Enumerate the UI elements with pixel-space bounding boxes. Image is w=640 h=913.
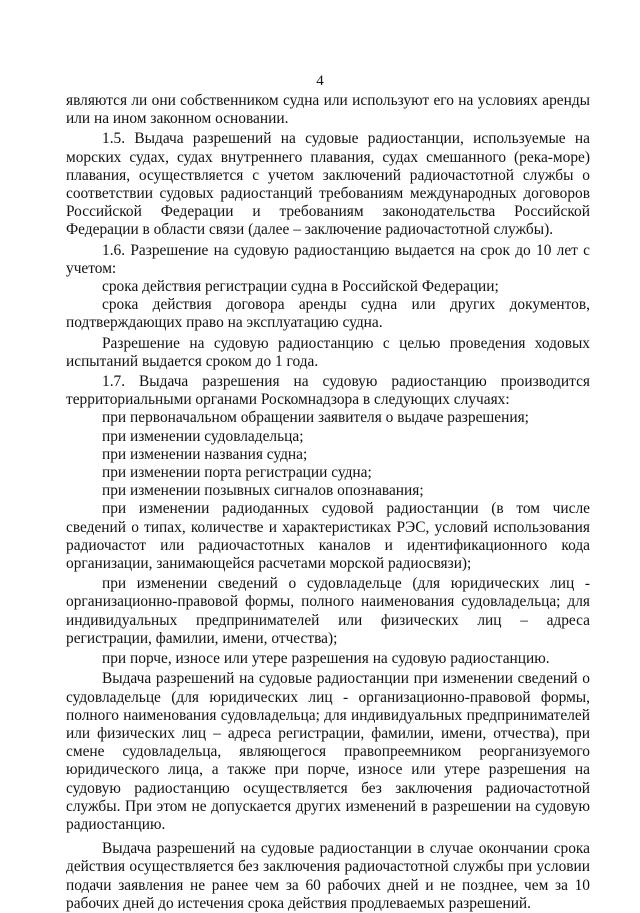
- paragraph-1-6: 1.6. Разрешение на судовую радиостанцию выдается на срок до 10 лет с учетом:: [66, 241, 590, 277]
- list-item-radio-data-change: при изменении радиоданных судовой радиостанции (в том числе сведений о типах, количестве и характеристиках РЭС, условий использования радиочастот или радиочастотных каналов и идентификационного кода организации, занимающейся расчетами морской радиосвязи);: [66, 500, 590, 573]
- paragraph-renewal: Выдача разрешений на судовые радиостанции в случае окончании срока действия осуществляется без заключения радиочастотной службы при условии подачи заявления не ранее чем за 60 рабочих дней и не позднее, чем за 10 рабочих дней до истечения срока действия продлеваемых разрешений.: [66, 840, 590, 912]
- list-item-registration-term: срока действия регистрации судна в Российской Федерации;: [102, 278, 499, 296]
- list-item-lease-term: срока действия договора аренды судна или других документов, подтверждающих право на эксплуатацию судна.: [66, 296, 590, 332]
- list-item-port-change: при изменении порта регистрации судна;: [102, 464, 372, 482]
- list-item-callsign-change: при изменении позывных сигналов опознавания;: [102, 482, 424, 500]
- document-body: [66, 92, 590, 913]
- list-item-damage-loss: при порче, износе или утере разрешения на судовую радиостанцию.: [102, 650, 550, 668]
- paragraph-1-5: 1.5. Выдача разрешений на судовые радиостанции, используемые на морских судах, судах внутреннего плавания, судах смешанного (река-море) плавания, осуществляется с учетом заключений радиочастотной службы о соответствии судовых радиостанций требованиям международных договоров Российской Федерации и требованиям законодательства Российской Федерации в области связи (далее – заключение радиочастотной службы).: [66, 130, 590, 239]
- paragraph-issuance-without-conclusion: Выдача разрешений на судовые радиостанции при изменении сведений о судовладельце (для юридических лиц - организационно-правовой формы, полного наименования судовладельца; для индивидуальных предпринимателей или физических лиц – адреса регистрации, фамилии, имени, отчества), при смене судовладельца, являющегося правопреемником реорганизуемого юридического лица, а также при порче, износе или утере разрешения на судовую радиостанцию осуществляется без заключения радиочастотной службы. При этом не допускается других изменений в разрешении на судовую радиостанцию.: [66, 670, 590, 833]
- list-item-owner-change: при изменении судовладельца;: [102, 427, 304, 445]
- paragraph-continuation: являются ли они собственником судна или используют его на условиях аренды или на ином законном основании.: [66, 92, 590, 128]
- list-item-owner-info-change: при изменении сведений о судовладельце (для юридических лиц - организационно-правовой формы, полного наименования судовладельца; для индивидуальных предпринимателей или физических лиц – адреса регистрации, фамилии, имени, отчества);: [66, 575, 590, 647]
- list-item-name-change: при изменении названия судна;: [102, 445, 308, 463]
- list-item-initial-request: при первоначальном обращении заявителя о выдаче разрешения;: [102, 409, 529, 427]
- page-number: 4: [316, 73, 324, 89]
- paragraph-sea-trials: Разрешение на судовую радиостанцию с целью проведения ходовых испытаний выдается сроком до 1 года.: [66, 334, 590, 370]
- paragraph-1-7: 1.7. Выдача разрешения на судовую радиостанцию производится территориальными органами Роскомнадзора в следующих случаях:: [66, 373, 590, 409]
